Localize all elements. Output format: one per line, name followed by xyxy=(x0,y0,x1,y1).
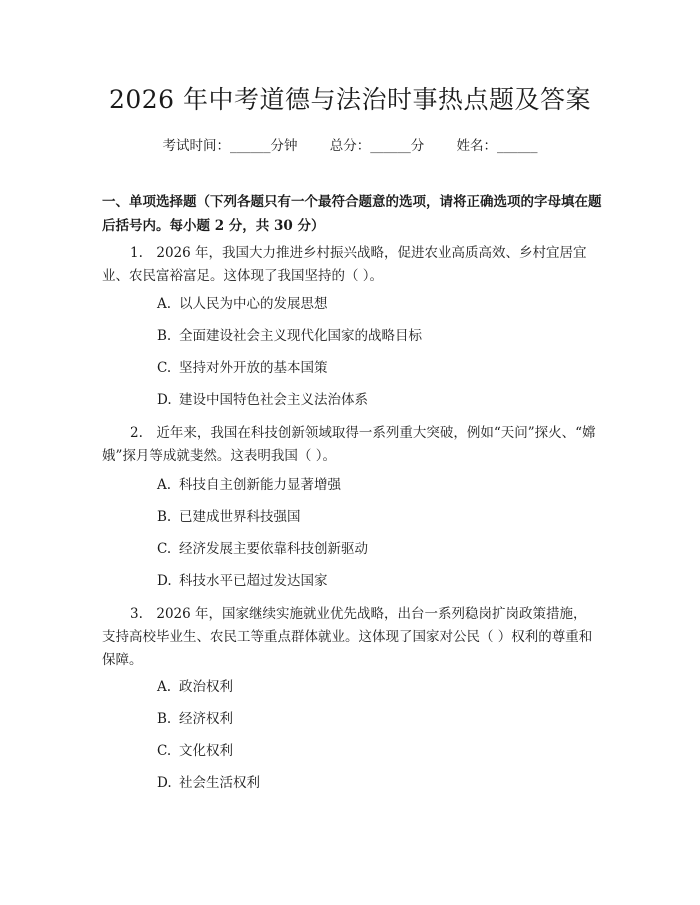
option-text: 建设中国特色社会主义法治体系 xyxy=(179,392,368,408)
exam-time: 考试时间：______分钟 xyxy=(162,138,298,154)
question-stem: 3. 2026 年，国家继续实施就业优先战略，出台一系列稳岗扩岗政策措施，支持高校毕业生、农民工等重点群体就业。这体现了国家对公民（ ）权利的尊重和保障。 xyxy=(102,606,593,668)
option xyxy=(157,507,301,527)
option-text: 科技自主创新能力显著增强 xyxy=(179,477,341,493)
option-letter: D. xyxy=(157,775,172,791)
option-letter: B. xyxy=(157,711,172,727)
option xyxy=(157,677,233,697)
option xyxy=(157,773,260,793)
option-text: 文化权利 xyxy=(179,743,233,759)
option-text: 全面建设社会主义现代化国家的战略目标 xyxy=(179,328,422,344)
option-text: 坚持对外开放的基本国策 xyxy=(179,360,328,376)
option-letter: A. xyxy=(157,679,172,695)
option xyxy=(157,294,328,314)
option-text: 经济发展主要依靠科技创新驱动 xyxy=(179,541,368,557)
option-text: 以人民为中心的发展思想 xyxy=(179,296,328,312)
option-letter: D. xyxy=(157,573,172,589)
option xyxy=(157,358,328,378)
section-heading: 一、单项选择题（下列各题只有一个最符合题意的选项，请将正确选项的字母填在题后括号内。每小题 2 分，共 30 分） xyxy=(102,194,602,234)
option xyxy=(157,326,422,346)
option xyxy=(157,539,368,559)
option-letter: C. xyxy=(157,743,172,759)
option xyxy=(157,741,233,761)
option xyxy=(157,390,368,410)
option-letter: C. xyxy=(157,360,172,376)
question-stem: 1. 2026 年，我国大力推进乡村振兴战略，促进农业高质高效、乡村宜居宜业、农民富裕富足。这体现了我国坚持的（ ）。 xyxy=(102,245,587,284)
option xyxy=(157,571,328,591)
option-text: 社会生活权利 xyxy=(179,775,260,791)
student-name: 姓名：______ xyxy=(456,138,538,154)
option-letter: A. xyxy=(157,296,172,312)
option-letter: A. xyxy=(157,477,172,493)
option-text: 科技水平已超过发达国家 xyxy=(179,573,328,589)
option-letter: C. xyxy=(157,541,172,557)
option-letter: B. xyxy=(157,328,172,344)
option-text: 政治权利 xyxy=(179,679,233,695)
option-text: 已建成世界科技强国 xyxy=(179,509,301,525)
option-text: 经济权利 xyxy=(179,711,233,727)
option xyxy=(157,709,233,729)
option-letter: B. xyxy=(157,509,172,525)
option xyxy=(157,475,341,495)
page-title: 2026 年中考道德与法治时事热点题及答案 xyxy=(108,85,592,114)
exam-meta xyxy=(0,134,700,154)
option-letter: D. xyxy=(157,392,172,408)
question-stem: 2. 近年来，我国在科技创新领域取得一系列重大突破，例如“天问”探火、“嫦娥”探月等成就斐然。这表明我国（ ）。 xyxy=(102,425,596,464)
total-score: 总分：______分 xyxy=(329,138,425,154)
